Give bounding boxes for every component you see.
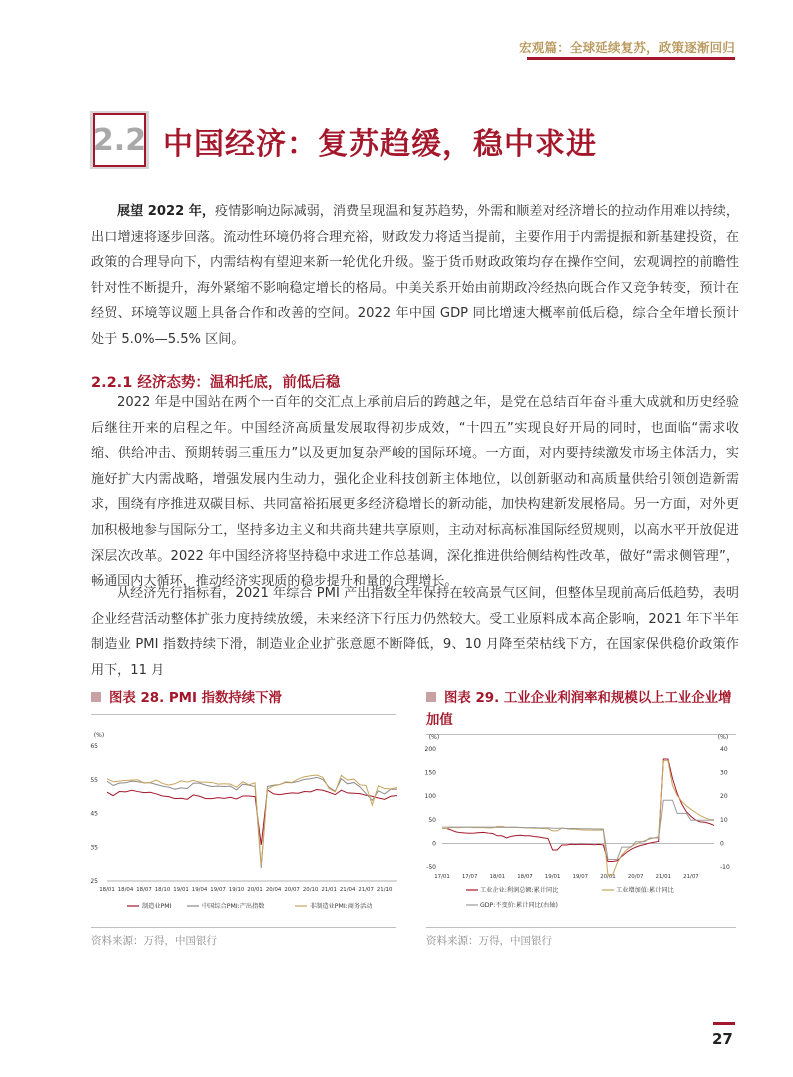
y-tick-label-left: -50	[426, 864, 436, 871]
y-tick-label: 55	[90, 776, 98, 784]
series-line-0	[107, 790, 397, 845]
x-tick-label: 18/01	[489, 874, 506, 880]
series-line-1	[107, 777, 397, 867]
legend-label: 工业增加值:累计同比	[616, 887, 674, 894]
figure-marker-icon	[426, 692, 436, 702]
legend-label: 中国综合PMI:产出指数	[202, 903, 265, 910]
x-tick-label: 18/07	[136, 887, 152, 893]
y-tick-label-left: 150	[424, 769, 436, 777]
y-tick-label-right: 0	[720, 840, 724, 848]
body-paragraph-1: 2022 年是中国站在两个一百年的交汇点上承前启后的跨越之年，是党在总结百年奋斗重大成就和历史经验后继往开来的启程之年。中国经济高质量发展取得初步成效，“十四五”实现良好开局的同时，也面临“需求收缩、供给冲击、预期转弱三重压力”以及更加复杂严峻的国际环境。一方面，对内要持续激发市场主体活力，实施好扩大内需战略，增强发展内生动力，强化企业科技创新主体地位，以创新驱动和高质量供给引领创造新需求，围绕有序推进双碳目标、共同富裕拓展更多经济稳增长的新动能，加快构建新发展格局。另一方面，对外更加积极地参与国际分工，坚持多边主义和共商共建共享原则，主动对标高标准国际经贸规则，以高水平开放促进深层次改革。2022 年中国经济将坚持稳中求进工作总基调，深化推进供给侧结构性改革，做好“需求侧管理”，畅通国内大循环，推动经济实现质的稳步提升和量的合理增长。	[91, 395, 739, 590]
y-tick-label-left: 0	[432, 840, 436, 848]
page-number-rule	[713, 1022, 735, 1025]
y-tick-label: 45	[90, 810, 98, 818]
series-line-1	[442, 761, 714, 876]
intro-paragraph	[91, 199, 739, 353]
x-tick-label: 17/01	[434, 874, 450, 880]
figure-28-source: 资料来源：万得，中国银行	[91, 935, 217, 947]
x-tick-label: 19/07	[572, 874, 589, 880]
figure-28-title	[91, 688, 282, 710]
y-tick-label: 35	[90, 844, 98, 852]
series-line-0	[442, 759, 714, 862]
x-tick-label: 20/01	[600, 874, 616, 880]
figure-29-title-line1: 图表 29. 工业企业利润率和规模以上工业企业增	[444, 691, 732, 706]
series-line-2	[107, 775, 397, 865]
y-tick-label-right: 20	[720, 793, 728, 801]
x-tick-label: 21/07	[358, 887, 374, 893]
legend-label: GDP:不变价:累计同比(右轴)	[480, 902, 558, 909]
y-axis-label-left: (%)	[428, 734, 440, 741]
x-tick-label: 19/01	[173, 887, 189, 893]
section-number: 2.2	[92, 122, 147, 158]
subsection-title: 2.2.1 经济态势：温和托底，前低后稳	[91, 375, 341, 391]
x-tick-label: 20/07	[627, 874, 644, 880]
section-title: 中国经济：复苏趋缓，稳中求进	[163, 127, 597, 162]
x-tick-label: 19/01	[544, 874, 561, 880]
x-tick-label: 20/01	[247, 887, 263, 893]
running-header: 宏观篇：全球延续复苏，政策逐渐回归	[519, 40, 735, 55]
x-tick-label: 18/07	[517, 874, 533, 880]
figure-29-bottom-rule	[426, 927, 736, 928]
intro-text: 疫情影响边际减弱，消费呈现温和复苏趋势，外需和顺差对经济增长的拉动作用难以持续，出口增速将逐步回落。流动性环境仍将合理充裕，财政发力将适当提前，主要作用于内需提振和新基建投资，在政策的合理导向下，内需结构有望迎来新一轮优化升级。鉴于货币财政政策均存在操作空间，宏观调控的前瞻性针对性不断提升，海外紧缩不影响稳定增长的格局。中美关系开始由前期政冷经热向既合作又竞争转变，预计在经贸、环境等议题上具备合作和改善的空间。2022 年中国 GDP 同比增速大概率前低后稳，综合全年增长预计处于 5.0%—5.5% 区间。	[91, 204, 740, 347]
figure-28-title-text: 图表 28. PMI 指数持续下滑	[109, 691, 282, 706]
x-tick-label: 18/10	[154, 887, 171, 893]
y-tick-label-right: -10	[720, 864, 730, 871]
figure-28-bottom-rule	[91, 927, 396, 928]
x-tick-label: 21/04	[339, 887, 356, 893]
y-axis-label-right: (%)	[717, 734, 729, 741]
y-tick-label-left: 100	[424, 793, 436, 801]
y-tick-label-right: 10	[720, 816, 728, 824]
y-tick-label: 25	[90, 878, 98, 885]
x-tick-label: 19/04	[191, 887, 208, 893]
section-number-box	[93, 113, 146, 167]
x-tick-label: 20/04	[265, 887, 282, 893]
x-tick-label: 18/04	[117, 887, 134, 893]
x-tick-label: 18/01	[99, 887, 115, 893]
x-tick-label: 21/01	[655, 874, 672, 880]
y-tick-label-right: 30	[720, 769, 728, 777]
page-number: 27	[712, 1030, 733, 1048]
x-tick-label: 17/07	[461, 874, 478, 880]
figure-28-top-rule	[91, 714, 396, 715]
legend-label: 非制造业PMI:商务活动	[310, 903, 373, 910]
x-tick-label: 20/07	[284, 887, 300, 893]
header-rule	[527, 57, 735, 60]
figure-marker-icon	[91, 692, 101, 702]
x-tick-label: 21/10	[376, 887, 393, 893]
x-tick-label: 20/10	[302, 887, 319, 893]
legend-label: 制造业PMI	[142, 903, 172, 910]
y-tick-label-left: 200	[424, 746, 436, 753]
figure-29-title-line2: 加值	[426, 713, 453, 728]
y-tick-label-right: 40	[720, 746, 728, 753]
figure-29-source: 资料来源：万得，中国银行	[426, 935, 552, 947]
figure-28-chart	[85, 726, 405, 921]
y-tick-label-left: 50	[428, 816, 436, 824]
x-tick-label: 21/01	[321, 887, 337, 893]
y-tick-label: 65	[90, 743, 98, 750]
figure-29-chart	[418, 732, 742, 922]
y-axis-label: (%)	[93, 732, 105, 739]
body-paragraph-2: 从经济先行指标看，2021 年综合 PMI 产出指数全年保持在较高景气区间，但整体呈现前高后低趋势，表明企业经营活动整体扩张力度持续放缓，未来经济下行压力仍然较大。受工业原料成本高企影响，2021 年下半年制造业 PMI 指数持续下滑，制造业企业扩张意愿不断降低，9、10 月降至荣枯线下方，在国家保供稳价政策作用下，11 月	[91, 586, 739, 678]
figure-29-title	[426, 688, 738, 732]
x-tick-label: 19/10	[228, 887, 245, 893]
intro-lead: 展望 2022 年，	[117, 204, 215, 219]
x-tick-label: 19/07	[210, 887, 226, 893]
x-tick-label: 21/07	[683, 874, 699, 880]
legend-label: 工业企业:利润总额:累计同比	[480, 887, 559, 894]
